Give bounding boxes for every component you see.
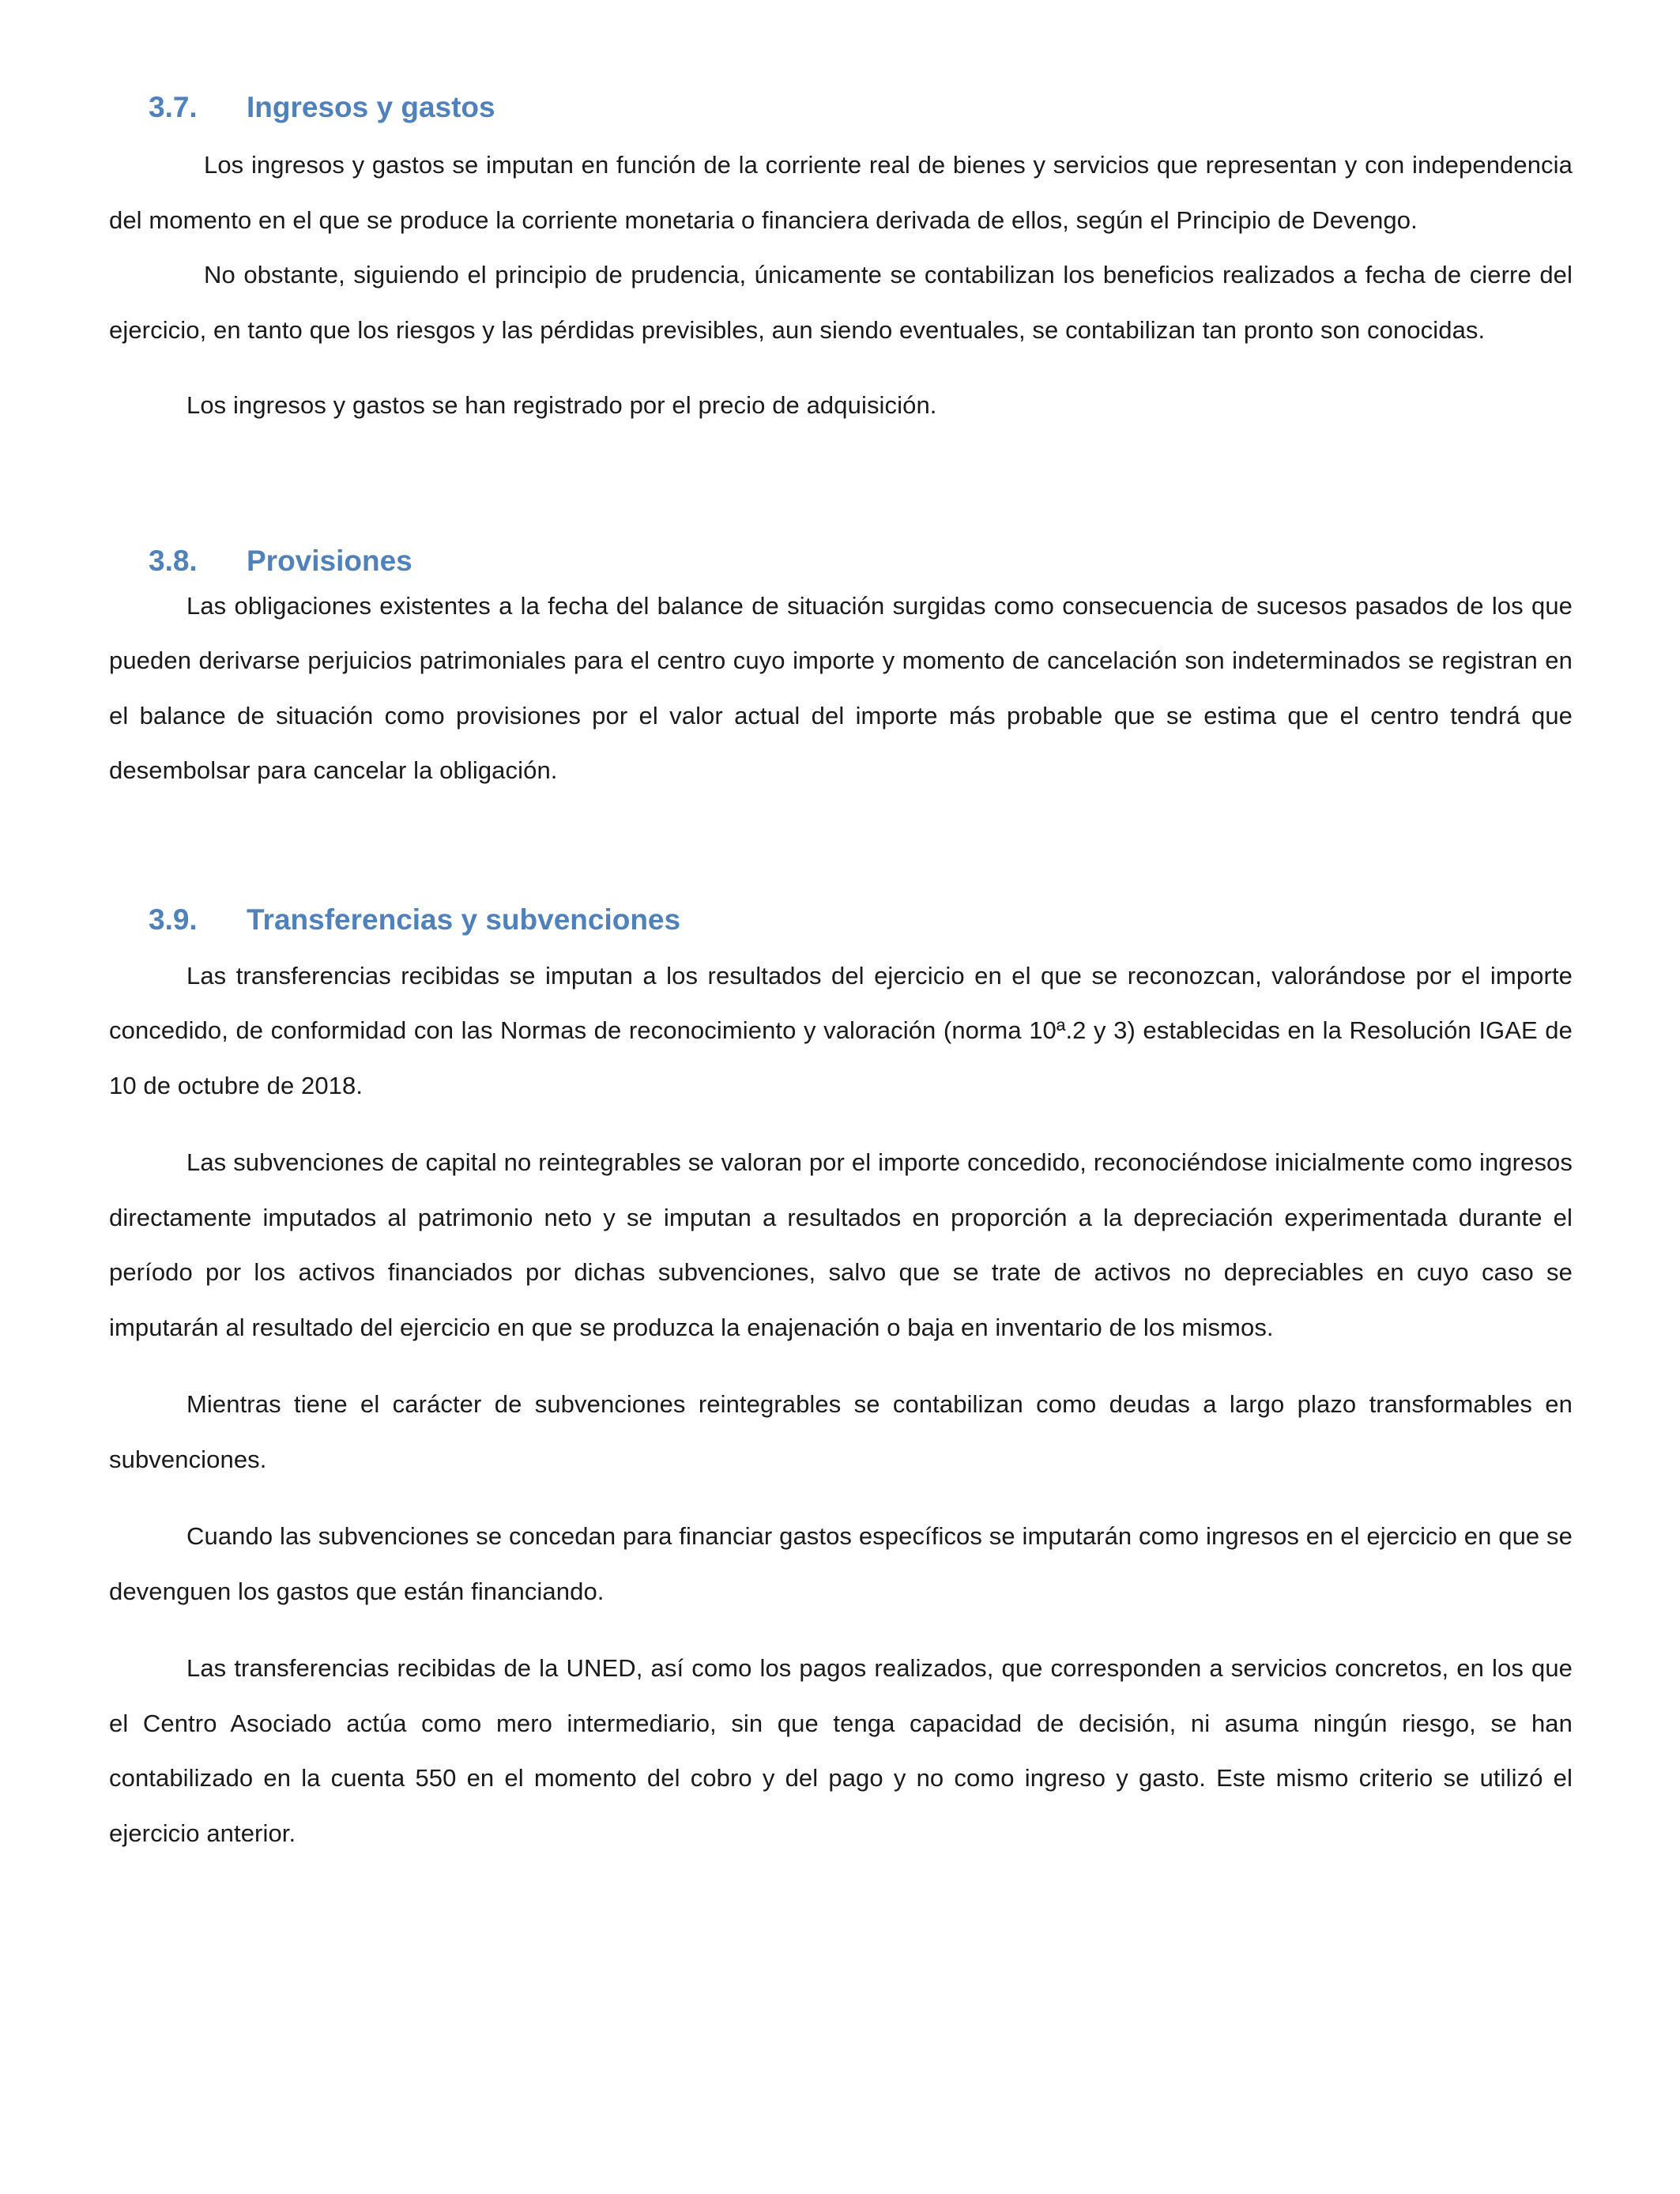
paragraph: Las subvenciones de capital no reintegrables se valoran por el importe concedido, reconociéndose inicialmente como ingresos directamente imputados al patrimonio neto y se imputan a resultados en proporción a la depreciación experimentada durante el período por los activos financiados por dichas subvenciones, salvo que se trate de activos no depreciables en cuyo caso se imputarán al resultado del ejercicio en que se produzca la enajenación o baja en inventario de los mismos. [109,1148,1573,1341]
paragraph: Las obligaciones existentes a la fecha del balance de situación surgidas como consecuencia de sucesos pasados de los que pueden derivarse perjuicios patrimoniales para el centro cuyo importe y momento de cancelación son indeterminados se registran en el balance de situación como provisiones por el valor actual del importe más probable que se estima que el centro tendrá que desembolsar para cancelar la obligación. [109,591,1573,784]
paragraph: Los ingresos y gastos se han registrado por el precio de adquisición. [186,391,937,419]
section-transferencias-subvenciones [109,896,1573,1861]
section-number: 3.7. [149,91,198,123]
section-heading [109,84,1573,131]
document-page [109,79,1573,1860]
paragraph: Las transferencias recibidas se imputan a los resultados del ejercicio en el que se reconozcan, valorándose por el importe concedido, de conformidad con las Normas de reconocimiento y valoración (norma 10ª.2 y 3) establecidas en la Resolución IGAE de 10 de octubre de 2018. [109,961,1573,1099]
paragraph: Los ingresos y gastos se imputan en función de la corriente real de bienes y servicios que representan y con independencia del momento en el que se produce la corriente monetaria o financiera derivada de ellos, según el Principio de Devengo. [109,151,1573,234]
section-provisiones [109,544,1573,798]
paragraph: Mientras tiene el carácter de subvenciones reintegrables se contabilizan como deudas a largo plazo transformables en subvenciones. [109,1390,1573,1473]
section-heading [109,896,1573,944]
section-ingresos-gastos [109,84,1573,433]
section-title: Provisiones [247,544,412,577]
section-number: 3.8. [149,544,198,577]
paragraph: No obstante, siguiendo el principio de prudencia, únicamente se contabilizan los beneficios realizados a fecha de cierre del ejercicio, en tanto que los riesgos y las pérdidas previsibles, aun siendo eventuales, se contabilizan tan pronto son conocidas. [109,261,1573,344]
section-title: Transferencias y subvenciones [247,903,681,936]
section-number: 3.9. [149,903,198,936]
paragraph: Las transferencias recibidas de la UNED, así como los pagos realizados, que corresponden a servicios concretos, en los que el Centro Asociado actúa como mero intermediario, sin que tenga capacidad de decisión, ni asuma ningún riesgo, se han contabilizado en la cuenta 550 en el momento del cobro y del pago y no como ingreso y gasto. Este mismo criterio se utilizó el ejercicio anterior. [109,1654,1573,1847]
section-title: Ingresos y gastos [247,91,495,123]
paragraph: Cuando las subvenciones se concedan para financiar gastos específicos se imputarán como ingresos en el ejercicio en que se devenguen los gastos que están financiando. [109,1522,1573,1605]
section-heading [109,544,1573,579]
